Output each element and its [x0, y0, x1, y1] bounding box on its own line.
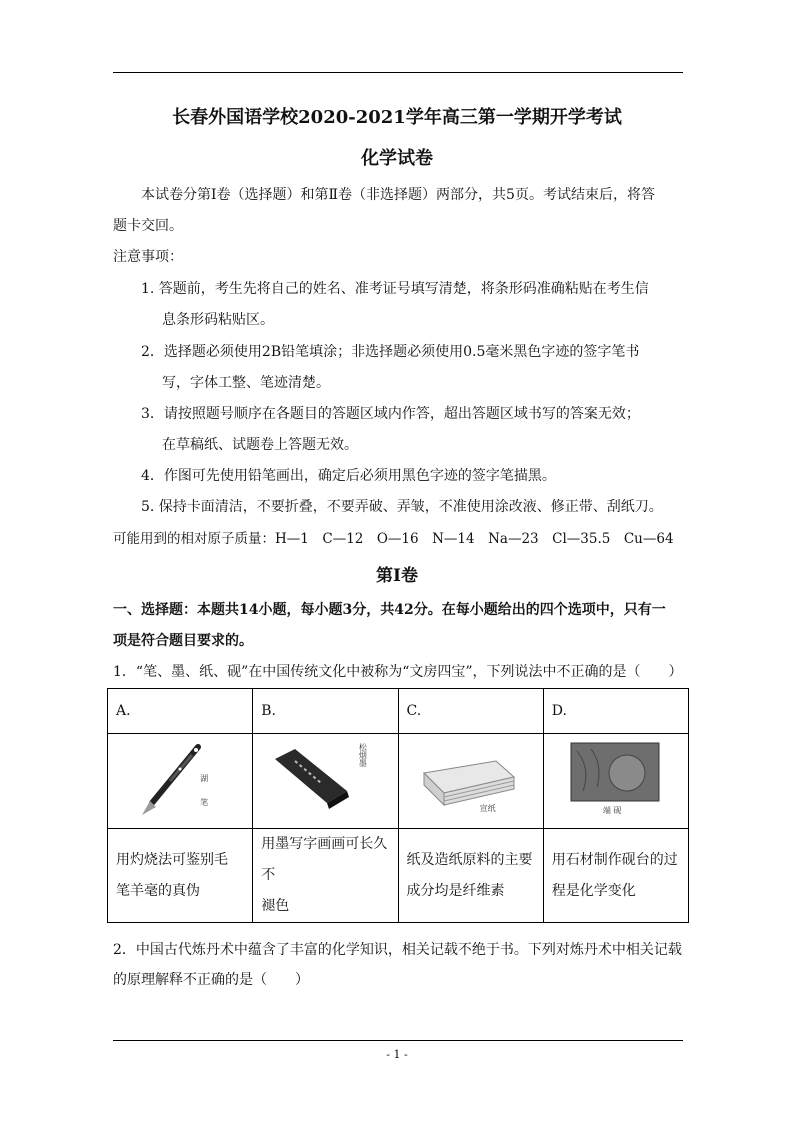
option-c-text	[398, 829, 543, 923]
note-2-line-2: 写，字体工整、笔迹清楚。	[162, 375, 330, 391]
inkstone-image	[561, 739, 671, 819]
note-5: 5. 保持卡面清洁，不要折叠，不要弄破、弄皱，不准使用涂改液、修正带、刮纸刀。	[141, 499, 663, 515]
note-1-line-2: 息条形码粘贴区。	[162, 312, 274, 328]
paper-caption: 宣纸	[479, 804, 496, 813]
option-b-label: B.	[253, 689, 398, 734]
atomic-masses: 可能用到的相对原子质量：H—1 C—12 O—16 N—14 Na—23 Cl—35.5 Cu—64	[113, 531, 674, 547]
note-3-line-1: 3．请按照题号顺序在各题目的答题区域内作答，超出答题区域书写的答案无效；	[141, 406, 640, 422]
note-4: 4．作图可先使用铅笔画出，确定后必须用黑色字迹的签字笔描黑。	[141, 468, 556, 484]
page-number: - 1 -	[386, 1048, 408, 1061]
inkstone-caption: 端 砚	[602, 806, 622, 815]
brush-caption-2: 笔	[200, 798, 209, 807]
paper-stack-icon	[416, 739, 526, 819]
option-d-text-line-2: 程是化学变化	[551, 882, 636, 899]
exam-subtitle: 化学试卷	[361, 148, 433, 169]
question-2-line-1: 2．中国古代炼丹术中蕴含了丰富的化学知识，相关记载不绝于书。下列对炼丹术中相关记载	[113, 942, 682, 958]
option-c-text-line-2: 成分均是纤维素	[406, 882, 505, 899]
question-2-line-2: 的原理解释不正确的是（ ）	[113, 972, 309, 988]
section-1-instruction-line-1: 一、选择题：本题共14小题，每小题3分，共42分。在每小题给出的四个选项中，只有一	[113, 602, 666, 618]
option-c-text-line-1: 纸及造纸原料的主要	[406, 851, 533, 868]
section-1-title: 第Ⅰ卷	[376, 566, 418, 586]
option-d-label: D.	[543, 689, 688, 734]
ink-stick-image	[265, 739, 385, 819]
option-b-text-line-1: 用墨写字画画可长久不	[261, 836, 388, 883]
option-d-text-line-1: 用石材制作砚台的过	[551, 851, 678, 868]
intro-line-1: 本试卷分第Ⅰ卷（选择题）和第Ⅱ卷（非选择题）两部分，共5页。考试结束后，将答	[141, 187, 655, 203]
option-d-image-cell	[543, 734, 688, 829]
option-d-text	[543, 829, 688, 923]
brush-caption-1: 湖	[200, 774, 209, 783]
note-2-line-1: 2．选择题必须使用2B铅笔填涂；非选择题必须使用0.5毫米黑色字迹的签字笔书	[141, 344, 640, 360]
note-1-line-1: 1. 答题前，考生先将自己的姓名、准考证号填写清楚，将条形码准确粘贴在考生信	[141, 281, 649, 297]
exam-title: 长春外国语学校2020-2021学年高三第一学期开学考试	[172, 107, 622, 128]
intro-line-2: 题卡交回。	[113, 218, 183, 234]
option-b-text-line-2: 褪色	[261, 898, 290, 914]
brush-pen-image	[130, 739, 230, 819]
option-b-text	[253, 829, 398, 923]
option-a-text-line-1: 用灼烧法可鉴别毛	[116, 851, 228, 868]
question-1-stem: 1．“笔、墨、纸、砚”在中国传统文化中被称为“文房四宝”，下列说法中不正确的是（ ）	[113, 664, 683, 680]
section-1-instruction-line-2: 项是符合题目要求的。	[113, 633, 253, 649]
header-rule	[113, 72, 683, 73]
note-3-line-2: 在草稿纸、试题卷上答题无效。	[162, 437, 358, 453]
option-c-image-cell	[398, 734, 543, 829]
brush-pen-icon	[130, 739, 230, 819]
notes-heading: 注意事项：	[113, 249, 183, 265]
question-1-options-table	[107, 688, 689, 923]
option-a-text-line-2: 笔羊毫的真伪	[116, 882, 200, 899]
option-a-label: A.	[108, 689, 253, 734]
option-c-label: C.	[398, 689, 543, 734]
ink-caption: 松烟墨	[358, 743, 368, 767]
option-a-text	[108, 829, 253, 923]
xuan-paper-image	[416, 739, 526, 819]
option-b-image-cell	[253, 734, 398, 829]
footer-rule	[113, 1040, 683, 1041]
option-a-image-cell	[108, 734, 253, 829]
